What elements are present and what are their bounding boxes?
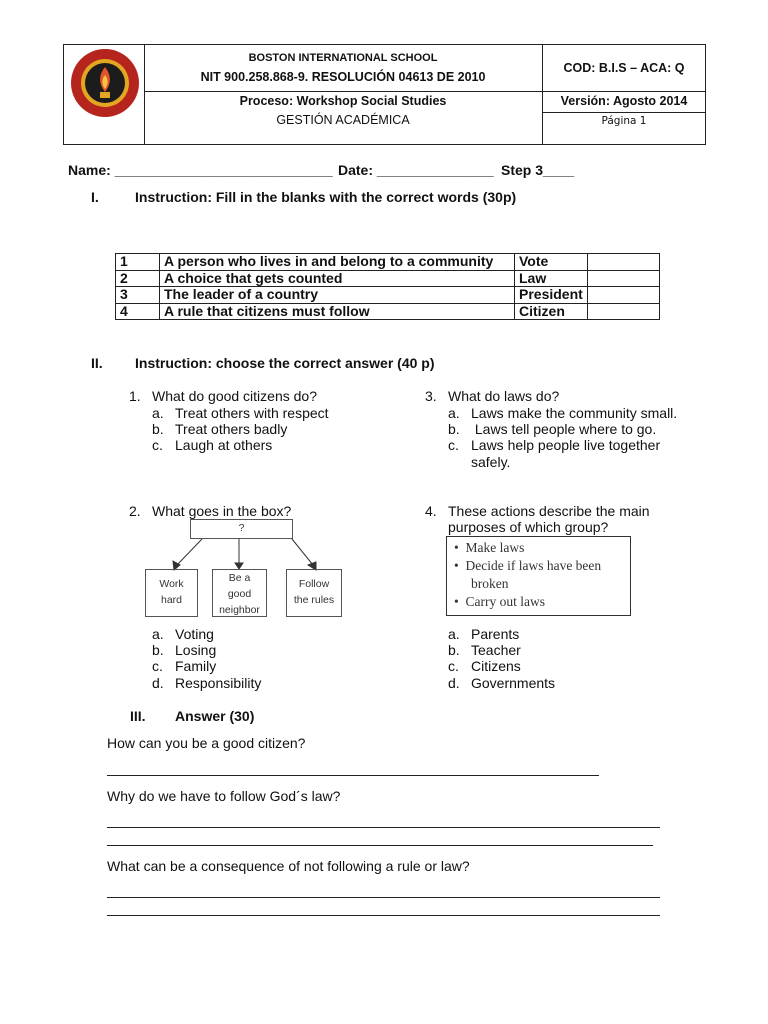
q4-option-d[interactable]: Governments bbox=[471, 675, 556, 691]
q4-option-c[interactable]: Citizens bbox=[471, 658, 521, 674]
section1-number: I. bbox=[91, 189, 99, 205]
answer-line[interactable] bbox=[107, 897, 660, 898]
answer-line[interactable] bbox=[107, 827, 660, 828]
q2-option-c-letter[interactable]: c. bbox=[152, 658, 163, 674]
row-blank[interactable] bbox=[588, 270, 660, 287]
answer-line[interactable] bbox=[107, 915, 660, 916]
q2-diagram-box-neighbor: Be a good neighbor bbox=[212, 569, 267, 617]
row-word: Law bbox=[515, 270, 588, 287]
section3-number: III. bbox=[130, 708, 146, 724]
q2-diagram-box-work-hard: Work hard bbox=[145, 569, 198, 617]
q2-option-d[interactable]: Responsibility bbox=[175, 675, 262, 691]
q3-option-c-letter[interactable]: c. bbox=[448, 437, 459, 453]
row-definition: A person who lives in and belong to a community bbox=[160, 254, 515, 271]
q2-diagram-top-box: ? bbox=[190, 519, 293, 539]
q1-option-a-letter[interactable]: a. bbox=[152, 405, 164, 421]
q1-option-b[interactable]: Treat others badly bbox=[175, 421, 288, 437]
q4-option-b-letter[interactable]: b. bbox=[448, 642, 460, 658]
q4-text-line2: purposes of which group? bbox=[448, 519, 609, 535]
matching-table bbox=[115, 253, 660, 320]
q3-option-c-continued: safely. bbox=[471, 454, 511, 470]
version: Versión: Agosto 2014 bbox=[560, 94, 688, 108]
row-number: 4 bbox=[116, 303, 160, 320]
date-field[interactable]: Date: _______________ bbox=[338, 162, 494, 178]
q2-number: 2. bbox=[129, 503, 141, 519]
q2-option-a-letter[interactable]: a. bbox=[152, 626, 164, 642]
q4-option-a-letter[interactable]: a. bbox=[448, 626, 460, 642]
q3-option-b-letter[interactable]: b. bbox=[448, 421, 460, 437]
q2-diagram-box-follow-rules: Follow the rules bbox=[286, 569, 342, 617]
area-title: GESTIÓN ACADÉMICA bbox=[276, 113, 410, 127]
row-blank[interactable] bbox=[588, 254, 660, 271]
q2-option-b-letter[interactable]: b. bbox=[152, 642, 164, 658]
q4-purpose-item: • Make laws bbox=[454, 540, 525, 555]
q4-purpose-item: • Decide if laws have been bbox=[454, 558, 602, 573]
answer-line[interactable] bbox=[107, 845, 653, 846]
row-number: 1 bbox=[116, 254, 160, 271]
row-definition: A choice that gets counted bbox=[160, 270, 515, 287]
q4-purpose-item: broken bbox=[471, 576, 509, 591]
row-definition: A rule that citizens must follow bbox=[160, 303, 515, 320]
row-number: 3 bbox=[116, 287, 160, 304]
q3-number: 3. bbox=[425, 388, 437, 404]
q3-text: What do laws do? bbox=[448, 388, 560, 404]
q2-option-a[interactable]: Voting bbox=[175, 626, 214, 642]
row-number: 2 bbox=[116, 270, 160, 287]
q1-option-b-letter[interactable]: b. bbox=[152, 421, 164, 437]
q4-number: 4. bbox=[425, 503, 437, 519]
q3-option-a[interactable]: Laws make the community small. bbox=[471, 405, 678, 421]
row-blank[interactable] bbox=[588, 287, 660, 304]
row-definition: The leader of a country bbox=[160, 287, 515, 304]
school-logo bbox=[70, 48, 140, 118]
process-title: Proceso: Workshop Social Studies bbox=[239, 94, 447, 108]
q4-option-a[interactable]: Parents bbox=[471, 626, 520, 642]
q1-number: 1. bbox=[129, 388, 141, 404]
table-row bbox=[116, 287, 660, 304]
nit-resolution: NIT 900.258.868-9. RESOLUCIÓN 04613 DE 2010 bbox=[200, 70, 486, 84]
step-field[interactable]: Step 3____ bbox=[501, 162, 575, 178]
table-row bbox=[116, 303, 660, 320]
q1-option-c-letter[interactable]: c. bbox=[152, 437, 163, 453]
q4-option-b[interactable]: Teacher bbox=[471, 642, 521, 658]
q2-option-d-letter[interactable]: d. bbox=[152, 675, 164, 691]
row-word: President bbox=[515, 287, 588, 304]
page-number: Página 1 bbox=[601, 115, 647, 127]
q3-option-b[interactable]: Laws tell people where to go. bbox=[471, 421, 657, 437]
name-field[interactable]: Name: ____________________________ bbox=[68, 162, 333, 178]
q4-option-c-letter[interactable]: c. bbox=[448, 658, 459, 674]
q3-option-a-letter[interactable]: a. bbox=[448, 405, 460, 421]
table-row bbox=[116, 254, 660, 271]
table-row bbox=[116, 270, 660, 287]
q1-text: What do good citizens do? bbox=[152, 388, 317, 404]
open-question-3: What can be a consequence of not following a rule or law? bbox=[107, 858, 470, 874]
open-question-1: How can you be a good citizen? bbox=[107, 735, 306, 751]
q4-purpose-item: • Carry out laws bbox=[454, 594, 545, 609]
section2-number: II. bbox=[91, 355, 103, 371]
q2-option-b[interactable]: Losing bbox=[175, 642, 217, 658]
q3-option-c[interactable]: Laws help people live together bbox=[471, 437, 661, 453]
row-blank[interactable] bbox=[588, 303, 660, 320]
answer-line[interactable] bbox=[107, 775, 599, 776]
q1-option-c[interactable]: Laugh at others bbox=[175, 437, 273, 453]
section2-instruction: Instruction: choose the correct answer (40 p) bbox=[135, 355, 435, 371]
q4-purpose-list bbox=[446, 536, 631, 616]
row-word: Vote bbox=[515, 254, 588, 271]
section1-instruction: Instruction: Fill in the blanks with the correct words (30p) bbox=[135, 189, 517, 205]
row-word: Citizen bbox=[515, 303, 588, 320]
section3-title: Answer (30) bbox=[175, 708, 255, 724]
q2-text: What goes in the box? bbox=[152, 503, 292, 519]
q4-option-d-letter[interactable]: d. bbox=[448, 675, 460, 691]
q4-text-line1: These actions describe the main bbox=[448, 503, 650, 519]
school-name: BOSTON INTERNATIONAL SCHOOL bbox=[248, 52, 438, 64]
q1-option-a[interactable]: Treat others with respect bbox=[175, 405, 329, 421]
open-question-2: Why do we have to follow God´s law? bbox=[107, 788, 341, 804]
q2-option-c[interactable]: Family bbox=[175, 658, 217, 674]
document-code: COD: B.I.S – ACA: Q bbox=[563, 61, 685, 75]
